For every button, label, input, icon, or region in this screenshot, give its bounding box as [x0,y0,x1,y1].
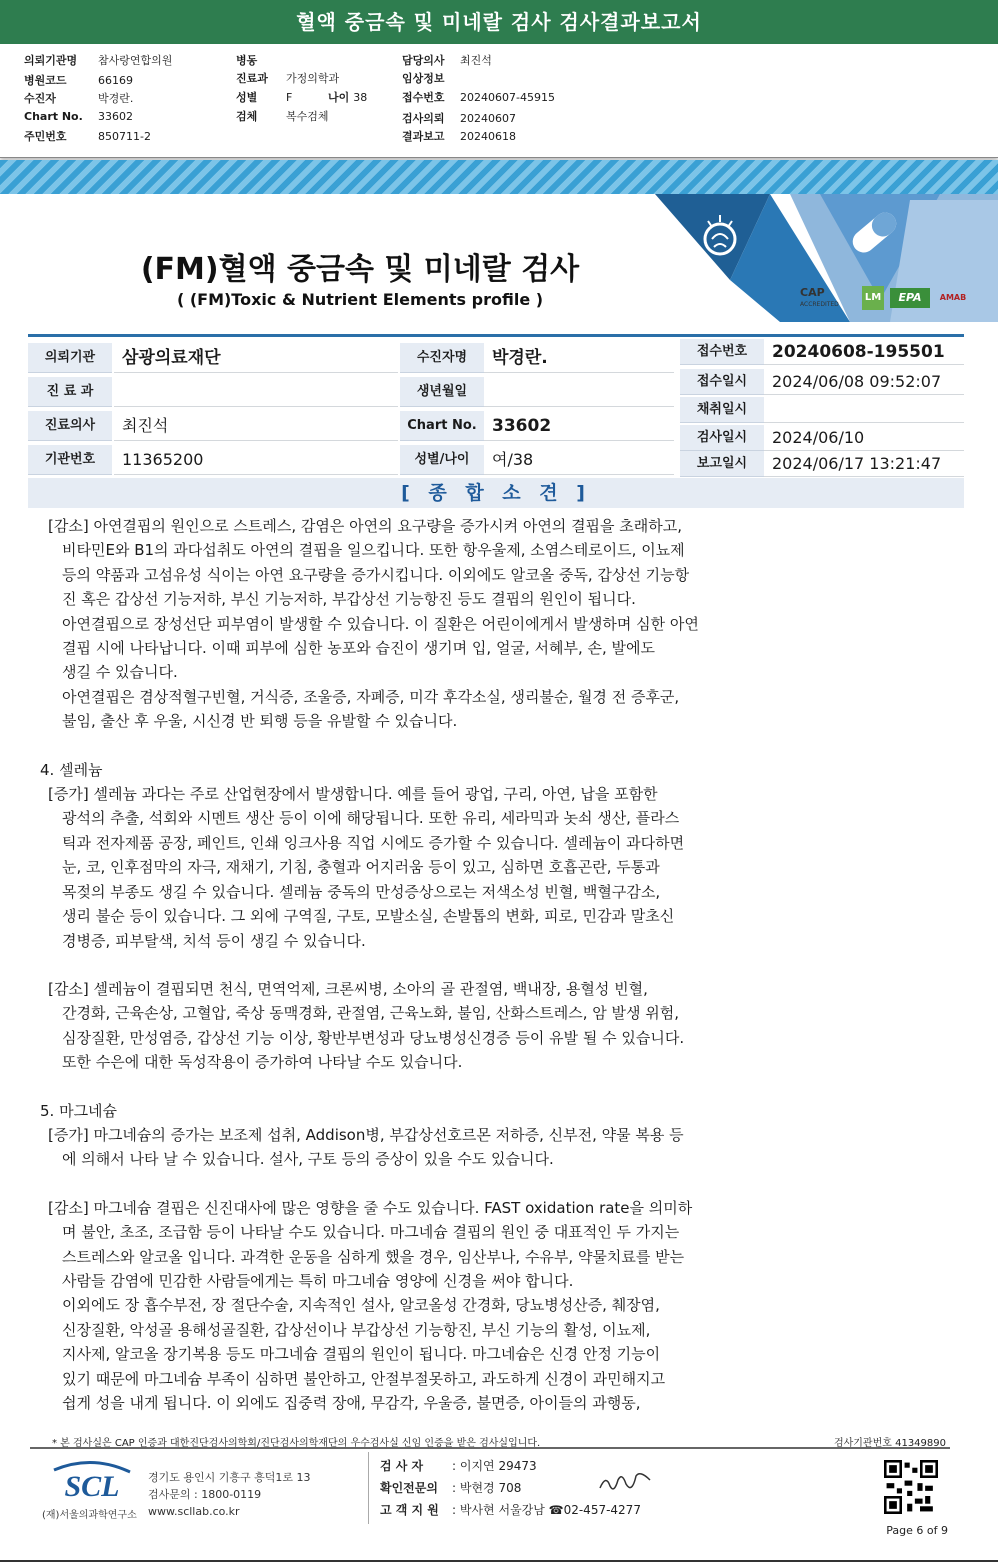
inquiry-phone: 검사문의 : 1800-0119 [148,1488,262,1501]
label-collection-time: 채취일시 [680,397,764,423]
label-department: 진 료 과 [28,377,112,407]
value-chart-no: 33602 [484,411,674,441]
value-sex-age: 여/38 [484,445,674,475]
text-line: 생길 수 있습니다. [62,663,178,682]
signature-icon [596,1470,656,1496]
info-department: 진료과 가정의학과 [236,72,340,85]
lab-name: (재)서울의과학연구소 [42,1510,137,1521]
text-line: 쉽게 성을 내게 됩니다. 이 외에도 집중력 장애, 무감각, 우울증, 불면증, 아이들의 과행동, [62,1394,641,1412]
text-line: [감소] 셀레늄이 결핍되면 천식, 면역억제, 크론씨병, 소아의 골 관절염, 백내장, 용혈성 빈혈, [48,979,648,998]
label-doctor: 진료의사 [28,411,112,441]
text-line: [감소] 아연결핍의 원인으로 스트레스, 감염은 아연의 요구량을 증가시켜 아연의 결핍을 초래하고, [48,517,683,535]
text-line: [증가] 셀레늄 과다는 주로 산업현장에서 발생합니다. 예를 들어 광업, 구리, 아연, 납을 포함한 [48,785,658,804]
lab-address [148,1469,311,1520]
text-line: 틱과 전자제품 공장, 페인트, 인쇄 잉크사용 직업 시에도 증가할 수 있습니다. 셀레늄이 과다하면 [62,833,685,852]
value-institution-no: 11365200 [114,445,398,475]
value-receipt-no: 20240608-195501 [764,339,964,365]
cap-logo: CAP ACCREDITED [800,286,839,308]
amab-logo: AMAB [939,293,967,302]
text-line: 비타민E와 B1의 과다섭취도 아연의 결핍을 일으킵니다. 또한 항우울제, 소염스테로이드, 이뇨제 [62,541,685,560]
staff-info: 검 사 자 : 이지연 29473 확인전문의 : 박현경 708 고 객 지 원 : 박사현 서울강남 ☎02-457-4277 [380,1459,641,1517]
value-report-time: 2024/06/17 13:21:47 [764,451,964,477]
info-age: 나이 38 [328,91,368,104]
info-chart-no: Chart No. 33602 [24,110,133,123]
text-line: 있기 때문에 마그네슘 부족이 심하면 불안하고, 안절부절못하고, 과도하게 신경이 과민해지고 [62,1369,666,1388]
text-line: 또한 수은에 대한 독성작용이 증가하여 나타날 수도 있습니다. [62,1053,463,1072]
text-line: 목젖의 부종도 생길 수 있습니다. 셀레늄 중독의 만성증상으로는 저색소성 빈혈, 백혈구감소, [62,882,661,901]
text-line: 사람들 감염에 민감한 사람들에게는 특히 마그네슘 영양에 신경을 써야 합니다. [62,1271,574,1290]
value-birthdate [484,377,674,407]
value-requester: 삼광의료재단 [114,343,398,373]
info-receipt-no: 접수번호 20240607-45915 [402,91,555,104]
website-link[interactable]: www.scllab.co.kr [148,1505,240,1518]
value-doctor: 최진석 [114,411,398,441]
lm-logo: LM [862,286,884,310]
patient-info-table [28,334,964,473]
label-requester: 의뢰기관 [28,343,112,373]
text-line: 경병증, 피부탈색, 치석 등이 생길 수 있습니다. [62,931,366,950]
address-line: 경기도 용인시 기흥구 흥덕1로 13 [148,1471,311,1484]
value-department [114,377,398,407]
text-line: 스트레스와 알코올 입니다. 과격한 운동을 심하게 했을 경우, 임산부나, 수유부, 약물치료를 받는 [62,1247,685,1266]
summary-body [40,514,760,1415]
label-institution-no: 기관번호 [28,445,112,475]
text-line: 불임, 출산 후 우울, 시신경 반 퇴행 등을 유발할 수 있습니다. [62,712,458,731]
report-header-title: 혈액 중금속 및 미네랄 검사 검사결과보고서 [0,0,998,44]
value-patient-name: 박경란. [484,343,674,373]
section-title-selenium: 4. 셀레늄 [40,760,103,779]
footer-vertical-divider [368,1452,369,1524]
report-title: (FM)혈액 중금속 및 미네랄 검사 [140,252,580,287]
info-doctor: 담당의사 최진석 [402,54,492,67]
text-line: 결핍 시에 나타납니다. 이때 피부에 심한 농포와 습진이 생기며 입, 얼굴, 서혜부, 손, 발에도 [62,639,655,658]
text-line: 생리 불순 등이 있습니다. 그 외에 구역질, 구토, 모발소실, 손발톱의 변화, 피로, 민감과 말초신 [62,907,675,926]
label-birthdate: 생년월일 [400,377,484,407]
qr-code-icon [884,1460,938,1514]
text-line: 등의 약품과 고섬유성 식이는 아연 요구량을 증가시킵니다. 이외에도 알코올 중독, 갑상선 기능항 [62,565,690,584]
info-patient: 수진자 박경란. [24,92,134,105]
info-specimen: 검체 복수검체 [236,110,329,123]
text-line: 지사제, 알코올 장기복용 등도 마그네슘 결핍의 원인이 됩니다. 마그네슘은 신경 안정 기능이 [62,1345,661,1364]
text-line: 에 의해서 나타 날 수 있습니다. 설사, 구토 등의 증상이 있을 수도 있습니다. [62,1150,554,1169]
epa-logo: EPA [890,288,930,308]
footer-divider [30,1447,950,1449]
text-line: 심장질환, 만성염증, 갑상선 기능 이상, 황반부변성과 당뇨병성신경증 등이 유발 될 수 있습니다. [62,1028,685,1047]
info-hospital: 의뢰기관명 참사랑연합의원 [24,54,173,67]
page-bottom-border [0,1560,998,1562]
certification-note: * 본 검사실은 CAP 인증과 대한진단검사의학회/진단검사의학재단의 우수검사실 신임 인증을 받은 검사실입니다. [52,1438,541,1449]
scl-logo-text: SCL [64,1470,120,1503]
label-patient-name: 수진자명 [400,343,484,373]
text-line: 아연결핍으로 장성선단 피부염이 발생할 수 있습니다. 이 질환은 어린이에게서 발생하며 심한 아연 [62,614,699,633]
label-chart-no: Chart No. [400,411,484,441]
value-receipt-time: 2024/06/08 09:52:07 [764,369,964,395]
report-subtitle: ( (FM)Toxic & Nutrient Elements profile ) [176,290,544,309]
text-line: 진 혹은 갑상선 기능저하, 부신 기능저하, 부갑상선 기능항진 등도 결핍의 원인이 됩니다. [62,590,636,609]
requester-info-panel [0,44,998,158]
value-collection-time [764,397,964,423]
text-line: 신장질환, 악성골 용해성골질환, 갑상선이나 부갑상선 기능항진, 부신 기능의 활성, 이뇨제, [62,1320,651,1339]
info-hospital-code: 병원코드 66169 [24,74,133,87]
text-line: 눈, 코, 인후점막의 자극, 재채기, 기침, 충혈과 어지러움 등이 있고, 심하면 호흡곤란, 두통과 [62,858,660,877]
label-report-time: 보고일시 [680,451,764,477]
info-clinical: 임상정보 [402,72,445,85]
info-request-date: 검사의뢰 20240607 [402,112,516,125]
summary-heading: [ 종 합 소 견 ] [28,478,964,508]
scl-logo-icon [52,1460,132,1504]
lab-number: 검사기관번호 41349890 [833,1438,946,1449]
accreditation-logos [796,284,996,314]
text-line: 아연결핍은 겸상적혈구빈혈, 거식증, 조울증, 자폐증, 미각 후각소실, 생리불순, 월경 전 증후군, [62,687,680,706]
info-ward: 병동 [236,54,258,67]
text-line: [감소] 마그네슘 결핍은 신진대사에 많은 영향을 줄 수도 있습니다. FAST oxidation rate을 의미하 [48,1198,693,1217]
text-line: 며 불안, 초조, 조급함 등이 나타날 수도 있습니다. 마그네슘 결핍의 원인 중 대표적인 두 가지는 [62,1223,680,1242]
page-number: Page 6 of 9 [886,1524,948,1537]
label-receipt-time: 접수일시 [680,369,764,395]
text-line: 광석의 추출, 석회와 시멘트 생산 등이 이에 해당됩니다. 또한 유리, 세라믹과 놋쇠 생산, 플라스 [62,809,680,828]
label-test-time: 검사일시 [680,425,764,451]
info-report-date: 결과보고 20240618 [402,130,516,143]
section-title-magnesium: 5. 마그네슘 [40,1101,118,1120]
label-sex-age: 성별/나이 [400,445,484,475]
text-line: [증가] 마그네슘의 증가는 보조제 섭취, Addison병, 부갑상선호르몬 저하증, 신부전, 약물 복용 등 [48,1125,684,1144]
info-resident-no: 주민번호 850711-2 [24,130,151,143]
value-test-time: 2024/06/10 [764,425,964,451]
text-line: 간경화, 근육손상, 고혈압, 죽상 동맥경화, 관절염, 근육노화, 불임, 산화스트레스, 암 발생 위험, [62,1004,680,1023]
label-receipt-no: 접수번호 [680,339,764,365]
text-line: 이외에도 장 흡수부전, 장 절단수술, 지속적인 설사, 알코올성 간경화, 당뇨병성산증, 췌장염, [62,1296,660,1315]
info-sex: 성별 F [236,91,293,104]
